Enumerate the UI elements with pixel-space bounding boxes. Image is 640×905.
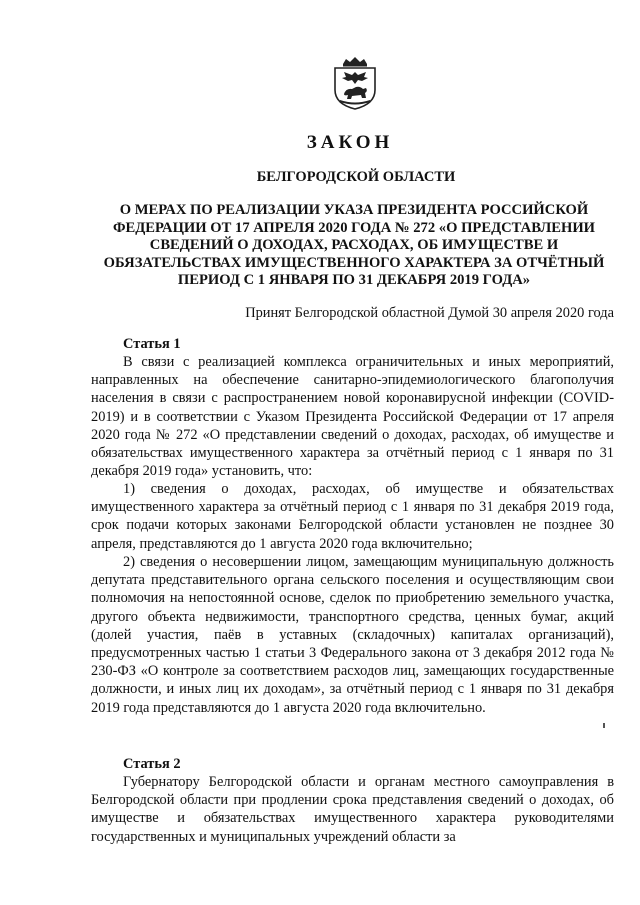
article-1-item-1: 1) сведения о доходах, расходах, об имуществе и обязательствах имущественного характера за отчётный период с 1 января по 31 декабря 2019 года, срок подачи которых законами Белгородской области установлен не позднее 30 апреля, представляются до 1 августа 2020 года включительно;	[91, 481, 614, 552]
law-title: ЗАКОН	[306, 132, 394, 153]
article-2-text: Губернатору Белгородской области и органам местного самоуправления в Белгородской области при продлении срока представления сведений о доходах, об имуществе и обязательствах имущественного характера руководителями государственных и муниципальных учреждений области за	[91, 774, 614, 845]
coat-of-arms-icon	[330, 56, 380, 110]
law-heading: О МЕРАХ ПО РЕАЛИЗАЦИИ УКАЗА ПРЕЗИДЕНТА РОССИЙСКОЙ ФЕДЕРАЦИИ ОТ 17 АПРЕЛЯ 2020 ГОДА № 272 «О ПРЕДСТАВЛЕНИИ СВЕДЕНИЙ О ДОХОДАХ, РАСХОДАХ, ОБ ИМУЩЕСТВЕ И ОБЯЗАТЕЛЬСТВАХ ИМУЩЕСТВЕННОГО ХАРАКТЕРА ЗА ОТЧЁТНЫЙ ПЕРИОД С 1 ЯНВАРЯ ПО 31 ДЕКАБРЯ 2019 ГОДА»	[103, 202, 605, 289]
law-region: БЕЛГОРОДСКОЙ ОБЛАСТИ	[256, 169, 456, 185]
article-1-item-2: 2) сведения о несовершении лицом, замещающим муниципальную должность депутата представительного органа сельского поселения и осуществляющим свои полномочия на непостоянной основе, сделок по приобретению земельного участка, другого объекта недвижимости, транспортного средства, ценных бумаг, акций (долей участия, паёв в уставных (складочных) капиталах организаций), предусмотренных частью 1 статьи 3 Федерального закона от 3 декабря 2012 года № 230-ФЗ «О контроле за соответствием расходов лиц, замещающих государственные должности, и иных лиц их доходам», за отчётный период с 1 января по 31 декабря 2019 года представляются до 1 августа 2020 года включительно.	[91, 554, 614, 716]
article-2-title: Статья 2	[123, 756, 181, 772]
scan-mark	[603, 723, 605, 728]
article-1-intro: В связи с реализацией комплекса ограничительных и иных мероприятий, направленных на обеспечение санитарно-эпидемиологического благополучия населения в связи с распространением новой коронавирусной инфекции (COVID-2019) и в соответствии с Указом Президента Российской Федерации от 17 апреля 2020 года № 272 «О представлении сведений о доходах, расходах, об имуществе и обязательствах имущественного характера за отчётный период с 1 января по 31 декабря 2019 года» установить, что:	[91, 354, 614, 480]
adoption-note: Принят Белгородской областной Думой 30 апреля 2020 года	[245, 305, 614, 321]
article-1-title: Статья 1	[123, 336, 181, 352]
